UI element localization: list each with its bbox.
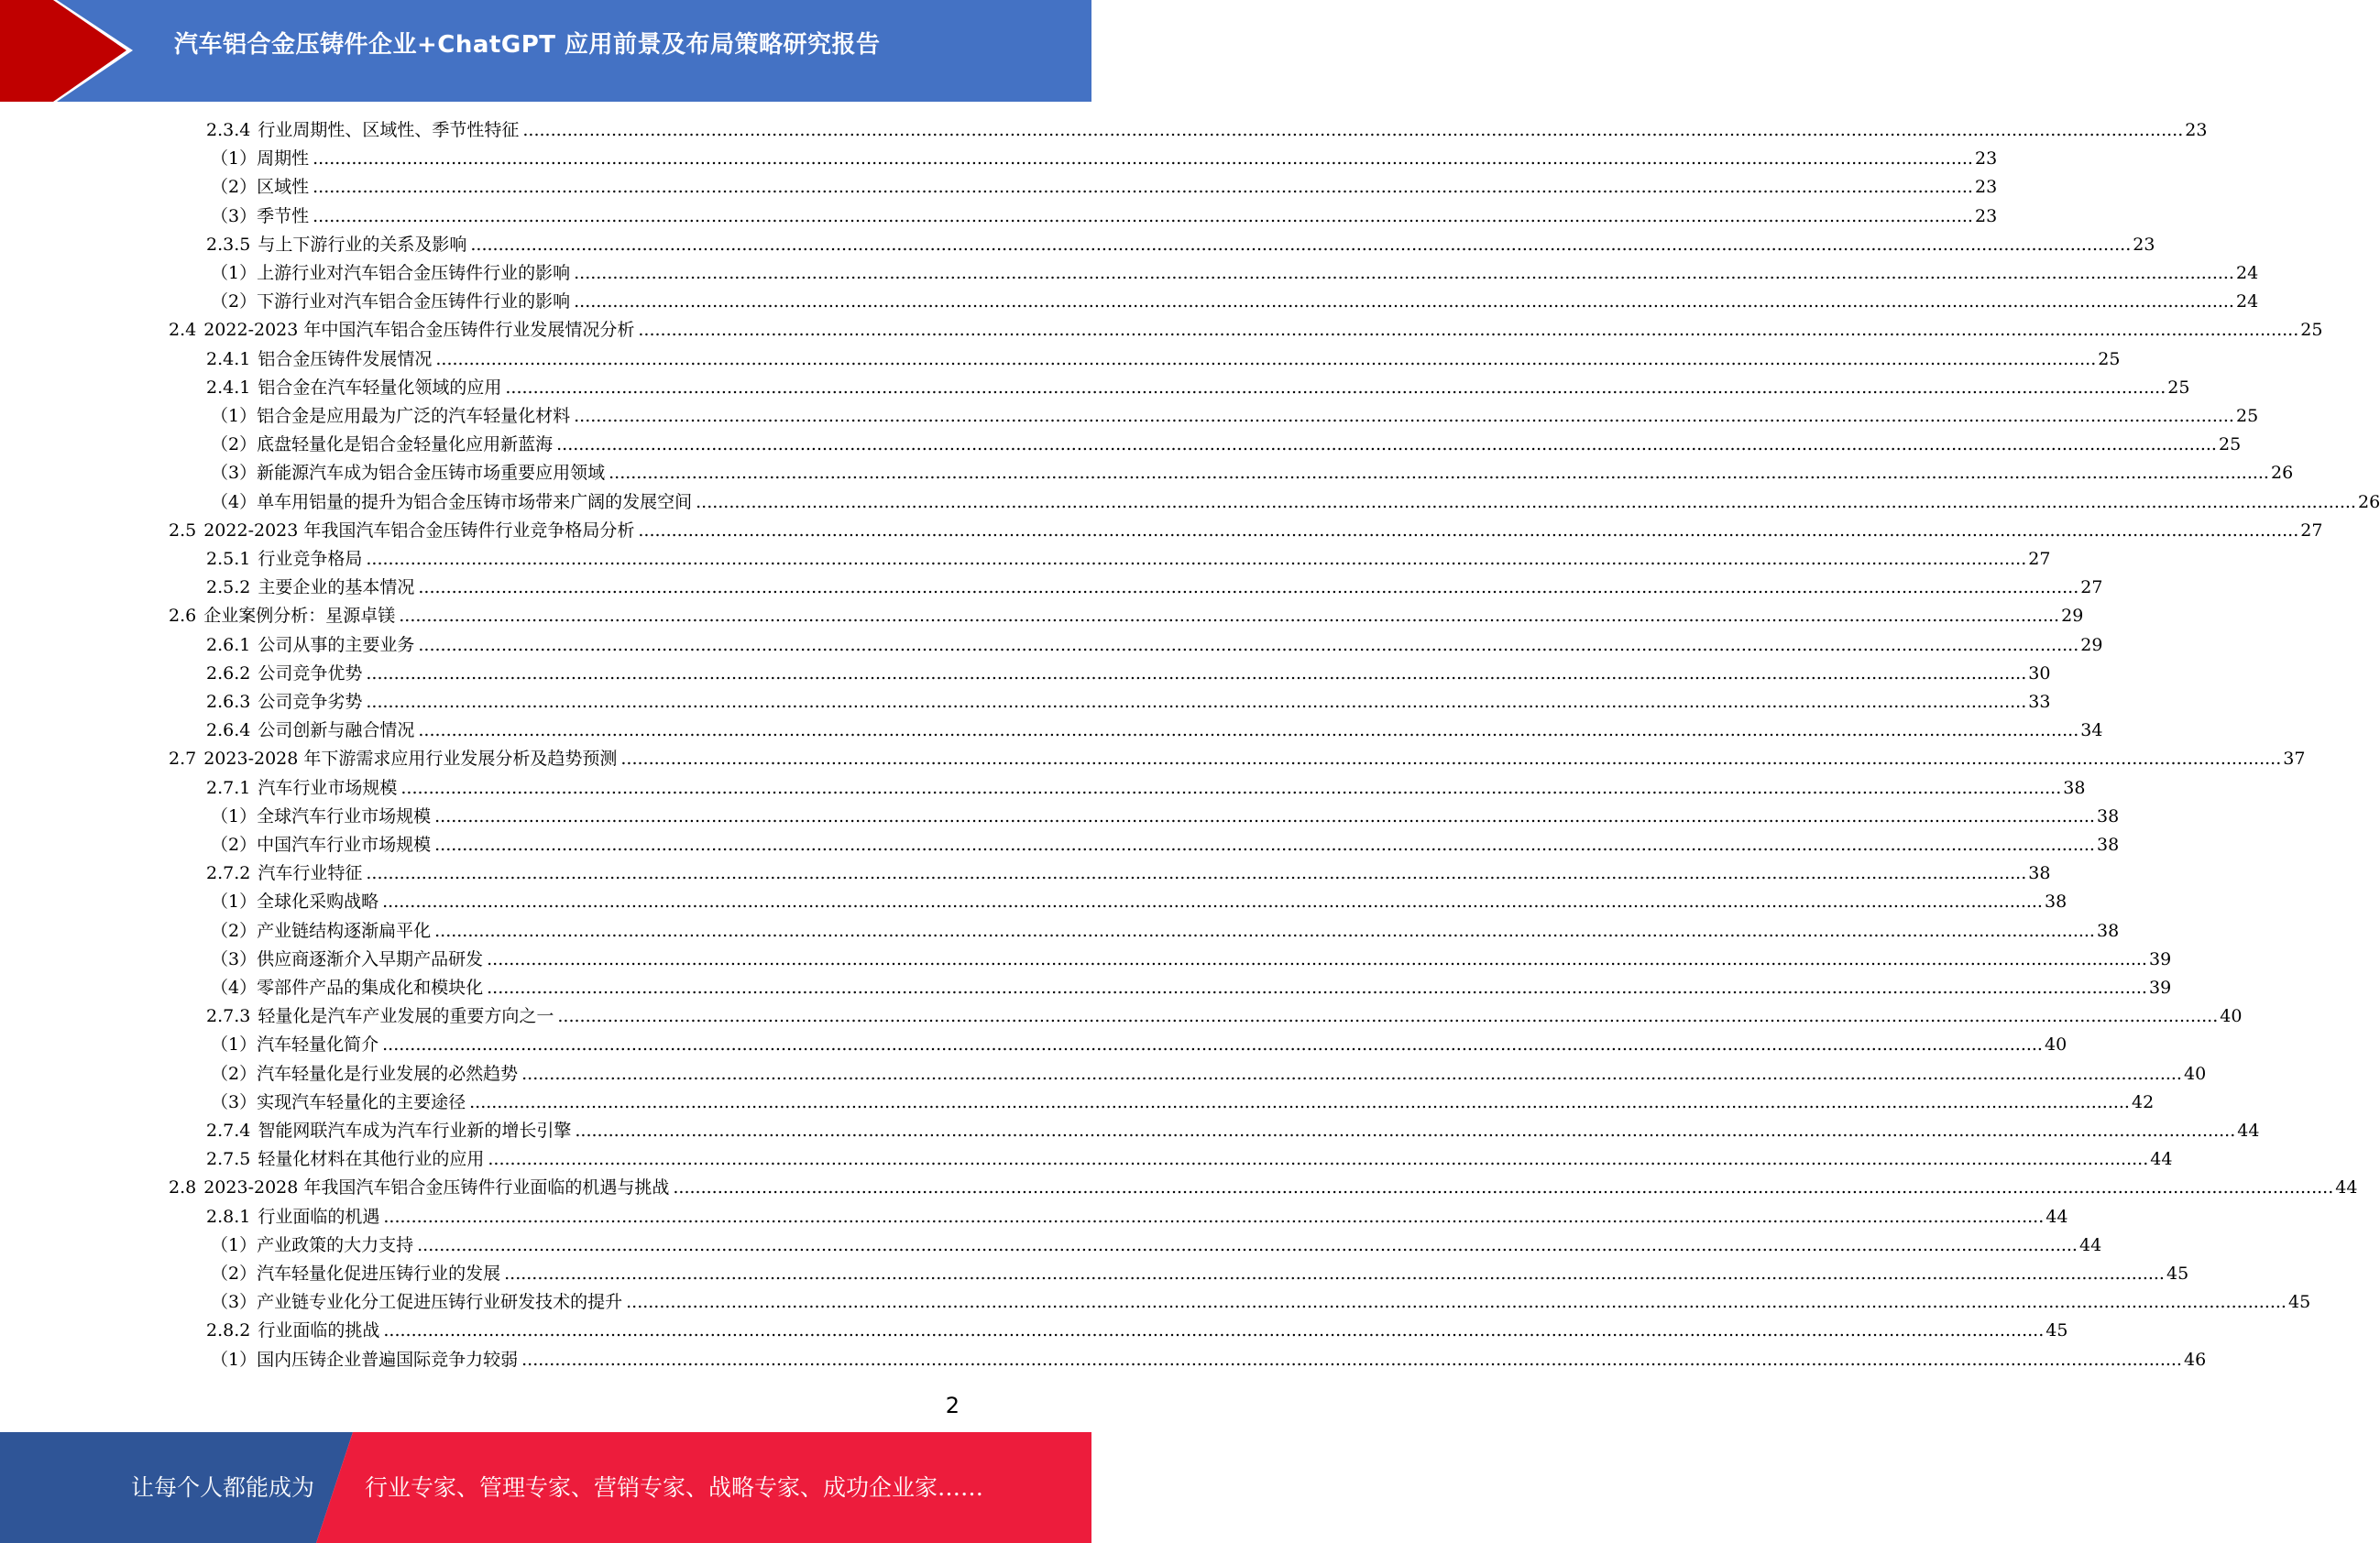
page-footer	[0, 1432, 1091, 1543]
toc-dot-leader: ............................................................................................................................................................................................................................................................................................................	[626, 1292, 2287, 1313]
toc-dot-leader: ............................................................................................................................................................................................................................................................................................................	[638, 320, 2299, 341]
toc-entry-title: 智能网联汽车成为汽车行业新的增长引擎	[258, 1121, 572, 1141]
toc-entry-page: 23	[1974, 205, 1998, 226]
toc-dot-leader: ............................................................................................................................................................................................................................................................................................................	[556, 434, 2217, 455]
toc-entry-number: 2.8.2	[206, 1320, 251, 1341]
toc-entry[interactable]	[211, 831, 2120, 859]
toc-entry-title: 实现汽车轻量化的主要途径	[257, 1091, 466, 1112]
toc-entry[interactable]	[206, 574, 2103, 602]
toc-entry-page: 40	[2220, 1006, 2243, 1027]
toc-entry-number: （2）	[211, 920, 258, 941]
toc-dot-leader: ............................................................................................................................................................................................................................................................................................................	[418, 577, 2079, 598]
toc-entry-title: 2022-2023 年我国汽车铝合金压铸件行业竞争格局分析	[203, 520, 635, 541]
toc-entry[interactable]	[211, 1089, 2155, 1117]
toc-entry-number: （3）	[211, 1292, 258, 1313]
toc-entry-page: 46	[2183, 1349, 2207, 1370]
toc-entry-title: 区域性	[257, 177, 310, 198]
toc-entry-number: （3）	[211, 948, 258, 969]
toc-entry-page: 39	[2148, 948, 2172, 969]
toc-dot-leader: ............................................................................................................................................................................................................................................................................................................	[470, 234, 2132, 255]
toc-entry-number: （1）	[211, 148, 258, 170]
toc-entry[interactable]	[211, 459, 2294, 487]
toc-entry-number: 2.4.1	[206, 348, 251, 369]
toc-dot-leader: ............................................................................................................................................................................................................................................................................................................	[521, 1063, 2182, 1084]
toc-entry-title: 供应商逐渐介入早期产品研发	[257, 948, 484, 969]
toc-dot-leader: ............................................................................................................................................................................................................................................................................................................	[418, 634, 2079, 655]
toc-entry-title: 下游行业对汽车铝合金压铸件行业的影响	[257, 291, 571, 312]
toc-entry-title: 公司创新与融合情况	[258, 720, 415, 741]
toc-dot-leader: ............................................................................................................................................................................................................................................................................................................	[435, 348, 2097, 369]
toc-entry-title: 全球化采购战略	[257, 892, 379, 913]
toc-entry[interactable]	[211, 946, 2172, 974]
toc-entry-number: （1）	[211, 1034, 258, 1056]
toc-entry-number: 2.8	[169, 1177, 197, 1198]
toc-entry[interactable]	[211, 888, 2067, 916]
toc-entry[interactable]	[211, 1346, 2207, 1374]
toc-entry-number: 2.7.4	[206, 1121, 251, 1141]
toc-entry-page: 23	[1974, 177, 1998, 198]
toc-entry-title: 铝合金是应用最为广泛的汽车轻量化材料	[257, 406, 571, 426]
toc-dot-leader: ............................................................................................................................................................................................................................................................................................................	[488, 1149, 2149, 1170]
toc-entry[interactable]	[206, 1002, 2243, 1031]
toc-entry-title: 铝合金压铸件发展情况	[258, 348, 433, 369]
toc-dot-leader: ............................................................................................................................................................................................................................................................................................................	[382, 892, 2043, 913]
toc-entry-page: 38	[2096, 805, 2120, 826]
toc-entry[interactable]	[206, 688, 2051, 717]
toc-dot-leader: ............................................................................................................................................................................................................................................................................................................	[522, 120, 2184, 140]
toc-entry-title: 行业面临的机遇	[258, 1206, 380, 1227]
toc-entry[interactable]	[206, 1145, 2173, 1174]
toc-entry-title: 汽车轻量化促进压铸行业的发展	[257, 1264, 501, 1284]
toc-entry[interactable]	[206, 631, 2103, 660]
toc-entry[interactable]	[206, 231, 2155, 259]
toc-dot-leader: ............................................................................................................................................................................................................................................................................................................	[382, 1034, 2043, 1056]
toc-entry-title: 季节性	[257, 205, 310, 226]
toc-dot-leader: ............................................................................................................................................................................................................................................................................................................	[383, 1320, 2045, 1341]
toc-entry-page: 44	[2045, 1206, 2068, 1227]
toc-entry-number: 2.6.3	[206, 692, 251, 712]
page-header	[0, 0, 1091, 102]
toc-entry[interactable]	[211, 202, 1998, 231]
toc-entry-number: （4）	[211, 978, 258, 998]
toc-entry-page: 25	[2098, 348, 2121, 369]
toc-entry[interactable]	[206, 1203, 2068, 1231]
toc-entry-title: 行业面临的挑战	[258, 1320, 380, 1341]
toc-dot-leader: ............................................................................................................................................................................................................................................................................................................	[557, 1006, 2219, 1027]
toc-entry-title: 汽车行业特征	[258, 863, 363, 884]
toc-dot-leader: ............................................................................................................................................................................................................................................................................................................	[487, 978, 2147, 998]
toc-entry-page: 23	[1974, 148, 1998, 170]
toc-entry-number: 2.4.1	[206, 377, 251, 398]
toc-entry[interactable]	[206, 1117, 2260, 1145]
toc-entry-page: 38	[2028, 863, 2051, 884]
toc-entry-page: 27	[2300, 520, 2323, 541]
footer-slogan-right: 行业专家、管理专家、营销专家、战略专家、成功企业家……	[365, 1474, 984, 1501]
toc-entry[interactable]	[206, 374, 2190, 402]
toc-dot-leader: ............................................................................................................................................................................................................................................................................................................	[366, 549, 2027, 569]
toc-dot-leader: ............................................................................................................................................................................................................................................................................................................	[620, 749, 2282, 770]
toc-entry-page: 40	[2183, 1063, 2207, 1084]
toc-entry-number: 2.7.3	[206, 1006, 251, 1027]
toc-dot-leader: ............................................................................................................................................................................................................................................................................................................	[383, 1206, 2045, 1227]
toc-entry-number: （2）	[211, 1063, 258, 1084]
toc-entry[interactable]	[211, 917, 2120, 946]
toc-entry[interactable]	[211, 288, 2259, 316]
toc-entry[interactable]	[206, 116, 2208, 145]
toc-entry-number: 2.5	[169, 520, 197, 541]
toc-dot-leader: ............................................................................................................................................................................................................................................................................................................	[696, 491, 2356, 512]
toc-entry-number: （3）	[211, 1091, 258, 1112]
toc-entry-title: 全球汽车行业市场规模	[257, 805, 432, 826]
toc-entry-number: （2）	[211, 835, 258, 855]
toc-entry-page: 42	[2131, 1091, 2155, 1112]
toc-entry[interactable]	[211, 974, 2172, 1002]
toc-entry-title: 汽车轻量化是行业发展的必然趋势	[257, 1063, 519, 1084]
toc-entry-number: 2.6	[169, 606, 197, 627]
toc-entry-page: 27	[2080, 577, 2103, 598]
toc-entry[interactable]	[206, 717, 2103, 745]
toc-dot-leader: ............................................................................................................................................................................................................................................................................................................	[417, 1234, 2078, 1255]
toc-entry[interactable]	[206, 774, 2086, 803]
toc-entry[interactable]	[211, 1060, 2207, 1089]
toc-entry-title: 2022-2023 年中国汽车铝合金压铸件行业发展情况分析	[203, 320, 635, 341]
toc-entry-number: 2.4	[169, 320, 197, 341]
toc-dot-leader: ............................................................................................................................................................................................................................................................................................................	[418, 720, 2079, 741]
toc-entry-number: 2.7.1	[206, 777, 251, 798]
toc-entry-page: 39	[2148, 978, 2172, 998]
toc-entry-number: 2.3.4	[206, 120, 251, 140]
toc-entry-page: 44	[2335, 1177, 2358, 1198]
toc-dot-leader: ............................................................................................................................................................................................................................................................................................................	[400, 777, 2062, 798]
toc-entry[interactable]	[211, 488, 2380, 517]
toc-entry-title: 行业竞争格局	[258, 549, 363, 569]
toc-dot-leader: ............................................................................................................................................................................................................................................................................................................	[366, 662, 2027, 684]
toc-entry-number: （2）	[211, 177, 258, 198]
toc-entry-page: 26	[2270, 463, 2294, 484]
toc-entry[interactable]	[169, 602, 2084, 630]
toc-entry-page: 26	[2357, 491, 2380, 512]
toc-entry-page: 34	[2080, 720, 2103, 741]
toc-entry-page: 38	[2096, 835, 2120, 855]
toc-entry[interactable]	[206, 545, 2051, 574]
toc-entry[interactable]	[211, 1260, 2189, 1288]
toc-entry-number: （1）	[211, 805, 258, 826]
toc-entry[interactable]	[206, 345, 2121, 374]
toc-entry-page: 25	[2300, 320, 2323, 341]
toc-entry-page: 45	[2166, 1264, 2189, 1284]
toc-dot-leader: ............................................................................................................................................................................................................................................................................................................	[313, 148, 1973, 170]
toc-entry-title: 零部件产品的集成化和模块化	[257, 978, 484, 998]
toc-entry-title: 中国汽车行业市场规模	[257, 835, 432, 855]
toc-entry-page: 24	[2235, 291, 2259, 312]
toc-dot-leader: ............................................................................................................................................................................................................................................................................................................	[574, 291, 2234, 312]
toc-entry-page: 38	[2063, 777, 2086, 798]
toc-entry-page: 37	[2283, 749, 2306, 770]
toc-dot-leader: ............................................................................................................................................................................................................................................................................................................	[399, 606, 2060, 627]
toc-entry-page: 45	[2045, 1320, 2068, 1341]
toc-entry[interactable]	[169, 316, 2323, 345]
toc-dot-leader: ............................................................................................................................................................................................................................................................................................................	[434, 805, 2095, 826]
toc-entry-page: 24	[2235, 263, 2259, 283]
toc-entry-number: （1）	[211, 1349, 258, 1370]
toc-entry-number: 2.7.2	[206, 863, 251, 884]
toc-entry-title: 底盘轻量化是铝合金轻量化应用新蓝海	[257, 434, 554, 455]
toc-entry-title: 单车用铝量的提升为铝合金压铸市场带来广阔的发展空间	[257, 491, 693, 512]
toc-entry[interactable]	[211, 402, 2259, 431]
toc-entry-number: 2.3.5	[206, 234, 251, 255]
toc-entry-title: 主要企业的基本情况	[258, 577, 415, 598]
toc-entry-page: 25	[2167, 377, 2190, 398]
toc-dot-leader: ............................................................................................................................................................................................................................................................................................................	[575, 1121, 2236, 1141]
toc-entry-title: 上游行业对汽车铝合金压铸件行业的影响	[257, 263, 571, 283]
toc-entry-number: （1）	[211, 892, 258, 913]
toc-entry-number: 2.6.4	[206, 720, 251, 741]
toc-entry-title: 公司从事的主要业务	[258, 634, 415, 655]
toc-entry-number: （2）	[211, 291, 258, 312]
toc-dot-leader: ............................................................................................................................................................................................................................................................................................................	[638, 520, 2299, 541]
toc-entry[interactable]	[211, 173, 1998, 202]
toc-entry-number: 2.8.1	[206, 1206, 251, 1227]
toc-entry[interactable]	[211, 431, 2242, 459]
toc-entry-number: 2.5.2	[206, 577, 251, 598]
toc-entry[interactable]	[169, 1174, 2358, 1202]
report-title: 汽车铝合金压铸件企业+ChatGPT 应用前景及布局策略研究报告	[174, 31, 881, 59]
toc-dot-leader: ............................................................................................................................................................................................................................................................................................................	[434, 835, 2095, 855]
toc-entry-page: 40	[2044, 1034, 2067, 1056]
toc-entry-title: 公司竞争劣势	[258, 692, 363, 712]
toc-entry-page: 27	[2028, 549, 2051, 569]
toc-entry-number: （1）	[211, 263, 258, 283]
toc-entry-title: 与上下游行业的关系及影响	[258, 234, 467, 255]
toc-entry-page: 23	[2133, 234, 2155, 255]
toc-dot-leader: ............................................................................................................................................................................................................................................................................................................	[469, 1091, 2130, 1112]
toc-dot-leader: ............................................................................................................................................................................................................................................................................................................	[574, 406, 2234, 426]
toc-entry-number: （2）	[211, 434, 258, 455]
toc-entry[interactable]	[169, 517, 2323, 545]
toc-entry-title: 产业链结构逐渐扁平化	[257, 920, 432, 941]
toc-entry[interactable]	[211, 1031, 2067, 1059]
toc-entry-title: 轻量化材料在其他行业的应用	[258, 1149, 485, 1170]
page-number: 2	[945, 1393, 960, 1418]
toc-entry-number: （4）	[211, 491, 258, 512]
toc-entry[interactable]	[169, 745, 2306, 773]
toc-entry-title: 铝合金在汽车轻量化领域的应用	[258, 377, 502, 398]
toc-entry-title: 行业周期性、区域性、季节性特征	[258, 120, 520, 140]
toc-dot-leader: ............................................................................................................................................................................................................................................................................................................	[434, 920, 2095, 941]
toc-entry[interactable]	[211, 1231, 2102, 1260]
header-arrow-decoration	[0, 0, 147, 102]
toc-entry-page: 44	[2150, 1149, 2173, 1170]
toc-entry-title: 2023-2028 年下游需求应用行业发展分析及趋势预测	[203, 749, 618, 770]
toc-dot-leader: ............................................................................................................................................................................................................................................................................................................	[609, 463, 2269, 484]
toc-entry[interactable]	[211, 259, 2259, 288]
toc-entry-title: 产业政策的大力支持	[257, 1234, 414, 1255]
toc-entry-title: 新能源汽车成为铝合金压铸市场重要应用领域	[257, 463, 606, 484]
toc-entry-number: （1）	[211, 406, 258, 426]
toc-dot-leader: ............................................................................................................................................................................................................................................................................................................	[521, 1349, 2182, 1370]
toc-dot-leader: ............................................................................................................................................................................................................................................................................................................	[673, 1177, 2334, 1198]
toc-entry[interactable]	[206, 660, 2051, 688]
toc-entry-number: 2.7	[169, 749, 197, 770]
toc-entry-page: 25	[2235, 406, 2259, 426]
toc-entry-page: 38	[2096, 920, 2120, 941]
toc-entry-page: 29	[2061, 606, 2084, 627]
toc-dot-leader: ............................................................................................................................................................................................................................................................................................................	[366, 692, 2027, 712]
toc-entry-number: （2）	[211, 1264, 258, 1284]
toc-entry-title: 汽车轻量化简介	[257, 1034, 379, 1056]
toc-entry-number: （1）	[211, 1234, 258, 1255]
toc-entry-page: 44	[2237, 1121, 2260, 1141]
toc-dot-leader: ............................................................................................................................................................................................................................................................................................................	[313, 205, 1973, 226]
toc-entry-page: 44	[2078, 1234, 2102, 1255]
toc-entry[interactable]	[211, 803, 2120, 831]
toc-entry[interactable]	[206, 1317, 2068, 1345]
toc-entry[interactable]	[211, 1288, 2311, 1317]
toc-entry-number: （3）	[211, 463, 258, 484]
toc-entry-title: 轻量化是汽车产业发展的重要方向之一	[258, 1006, 554, 1027]
toc-entry[interactable]	[206, 859, 2051, 888]
toc-entry-title: 国内压铸企业普遍国际竞争力较弱	[257, 1349, 519, 1370]
toc-dot-leader: ............................................................................................................................................................................................................................................................................................................	[366, 863, 2027, 884]
toc-entry[interactable]	[211, 145, 1998, 173]
toc-dot-leader: ............................................................................................................................................................................................................................................................................................................	[313, 177, 1973, 198]
toc-entry-page: 45	[2287, 1292, 2311, 1313]
toc-entry-page: 30	[2028, 662, 2051, 684]
toc-entry-title: 2023-2028 年我国汽车铝合金压铸件行业面临的机遇与挑战	[203, 1177, 670, 1198]
toc-dot-leader: ............................................................................................................................................................................................................................................................................................................	[574, 263, 2234, 283]
toc-entry-title: 汽车行业市场规模	[258, 777, 398, 798]
toc-dot-leader: ............................................................................................................................................................................................................................................................................................................	[504, 1264, 2165, 1284]
toc-entry-page: 23	[2185, 120, 2208, 140]
toc-entry-number: 2.6.2	[206, 662, 251, 684]
toc-entry-page: 33	[2028, 692, 2051, 712]
toc-entry-page: 29	[2080, 634, 2103, 655]
footer-slogan-left: 让每个人都能成为	[131, 1474, 315, 1501]
toc-entry-number: 2.5.1	[206, 549, 251, 569]
toc-entry-title: 公司竞争优势	[258, 662, 363, 684]
toc-entry-number: （3）	[211, 205, 258, 226]
toc-entry-title: 周期性	[257, 148, 310, 170]
toc-entry-number: 2.7.5	[206, 1149, 251, 1170]
toc-entry-page: 25	[2218, 434, 2242, 455]
toc-entry-page: 38	[2044, 892, 2067, 913]
toc-entry-title: 企业案例分析：星源卓镁	[203, 606, 396, 627]
toc-dot-leader: ............................................................................................................................................................................................................................................................................................................	[505, 377, 2166, 398]
toc-dot-leader: ............................................................................................................................................................................................................................................................................................................	[487, 948, 2147, 969]
toc-entry-title: 产业链专业化分工促进压铸行业研发技术的提升	[257, 1292, 623, 1313]
toc-entry-number: 2.6.1	[206, 634, 251, 655]
